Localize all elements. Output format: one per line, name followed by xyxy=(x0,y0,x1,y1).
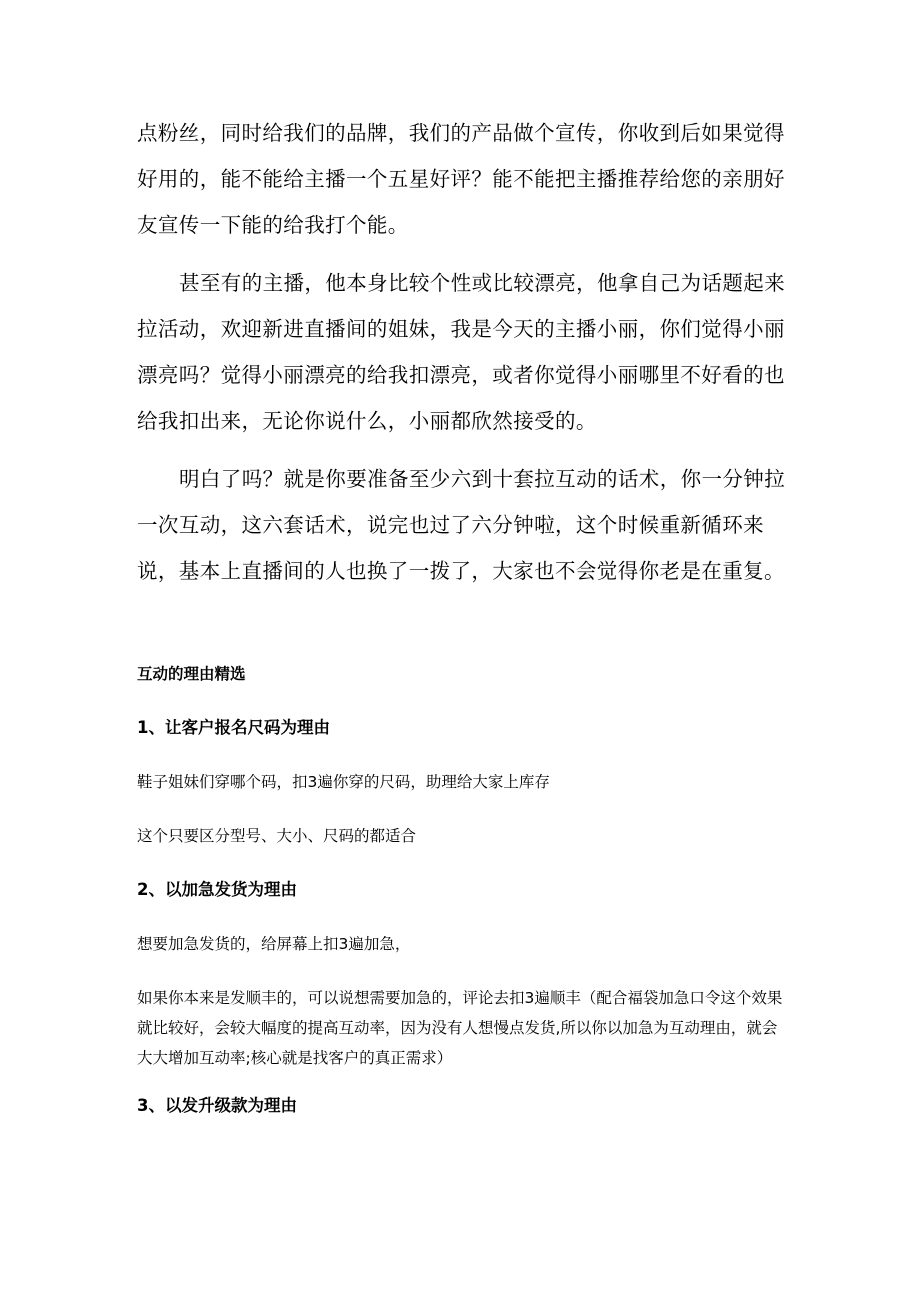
reason-size-line-1: 鞋子姐妹们穿哪个码，扣3遍你穿的尺码，助理给大家上库存 xyxy=(137,773,550,791)
reason-heading-size: 1、让客户报名尺码为理由 xyxy=(137,718,330,737)
paragraph-host-topic: 甚至有的主播，他本身比较个性或比较漂亮，他拿自己为话题起来拉活动，欢迎新进直播间的姐妹，我是今天的主播小丽，你们觉得小丽漂亮吗？觉得小丽漂亮的给我扣漂亮，或者你觉得小丽哪里不好看的也给我扣出来，无论你说什么，小丽都欣然接受的。 xyxy=(137,271,786,433)
reason-urgent-line-2: 如果你本来是发顺丰的，可以说想需要加急的，评论去扣3遍顺丰（配合福袋加急口令这个效果就比较好，会较大幅度的提高互动率，因为没有人想慢点发货,所以你以加急为互动理由，就会大大增加互动率;核心就是找客户的真正需求） xyxy=(137,989,783,1067)
reason-urgent-line-1: 想要加急发货的，给屏幕上扣3遍加急， xyxy=(137,935,411,953)
paragraph-fans-review: 点粉丝，同时给我们的品牌，我们的产品做个宣传，你收到后如果觉得好用的，能不能给主播一个五星好评？能不能把主播推荐给您的亲朋好友宣传一下能的给我打个能。 xyxy=(137,121,785,237)
paragraph-interaction-scripts: 明白了吗？就是你要准备至少六到十套拉互动的话术，你一分钟拉一次互动，这六套话术，说完也过了六分钟啦，这个时候重新循环来说，基本上直播间的人也换了一拨了，大家也不会觉得你老是在重复。 xyxy=(137,467,786,583)
reason-heading-upgrade: 3、以发升级款为理由 xyxy=(137,1096,297,1115)
reason-heading-urgent-shipping: 2、以加急发货为理由 xyxy=(137,880,297,899)
section-title: 互动的理由精选 xyxy=(137,665,246,683)
reason-size-line-2: 这个只要区分型号、大小、尺码的都适合 xyxy=(137,827,417,845)
